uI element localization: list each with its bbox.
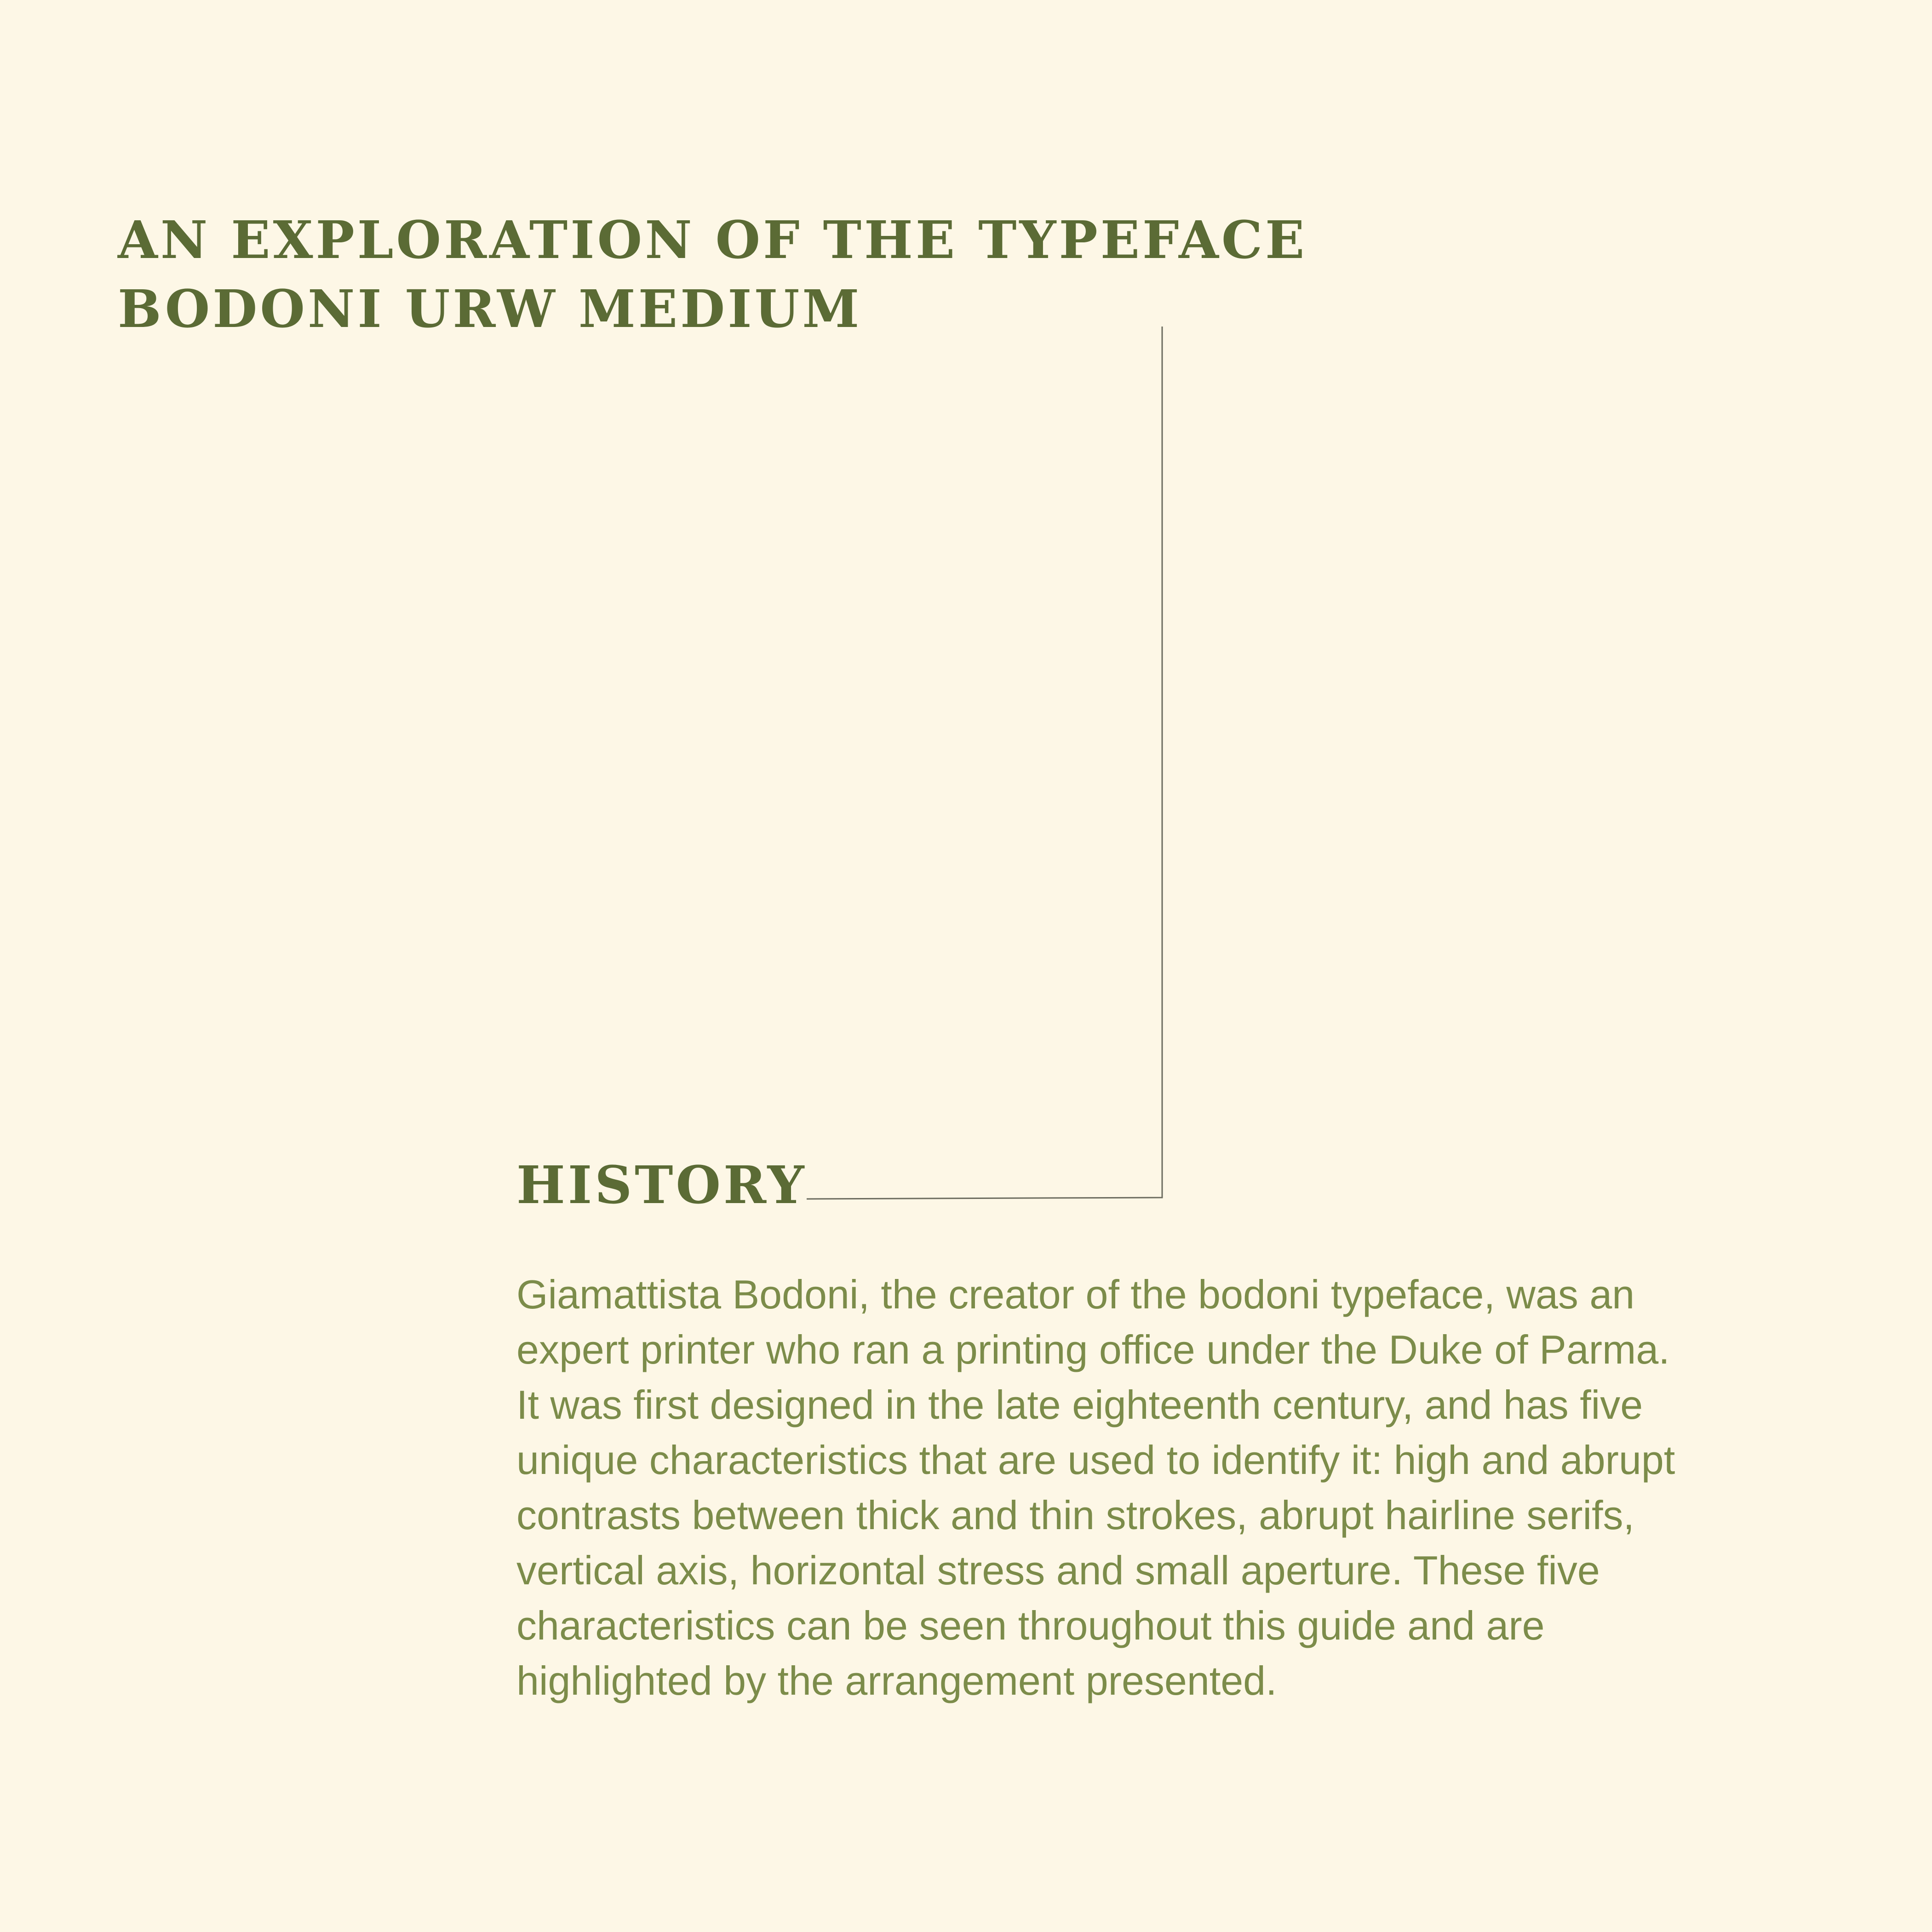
history-heading: HISTORY [516, 1155, 807, 1215]
history-line: expert printer who ran a printing office under the Duke of Parma. [516, 1327, 1670, 1372]
page-title-line: BODONI URW MEDIUM [118, 279, 862, 339]
history-line: contrasts between thick and thin strokes, abrupt hairline serifs, [516, 1492, 1634, 1538]
history-line: It was first designed in the late eighteenth century, and has five [516, 1382, 1643, 1428]
history-line: unique characteristics that are used to identify it: high and abrupt [516, 1437, 1675, 1483]
connector-line [807, 327, 1162, 1199]
history-line: Giamattista Bodoni, the creator of the bodoni typeface, was an [516, 1272, 1635, 1317]
history-line: vertical axis, horizontal stress and small aperture. These five [516, 1548, 1600, 1593]
history-line: characteristics can be seen throughout this guide and are [516, 1603, 1545, 1648]
history-paragraph [516, 1267, 1841, 1708]
history-line: highlighted by the arrangement presented. [516, 1658, 1277, 1703]
page-title-line: AN EXPLORATION OF THE TYPEFACE [118, 210, 1307, 270]
